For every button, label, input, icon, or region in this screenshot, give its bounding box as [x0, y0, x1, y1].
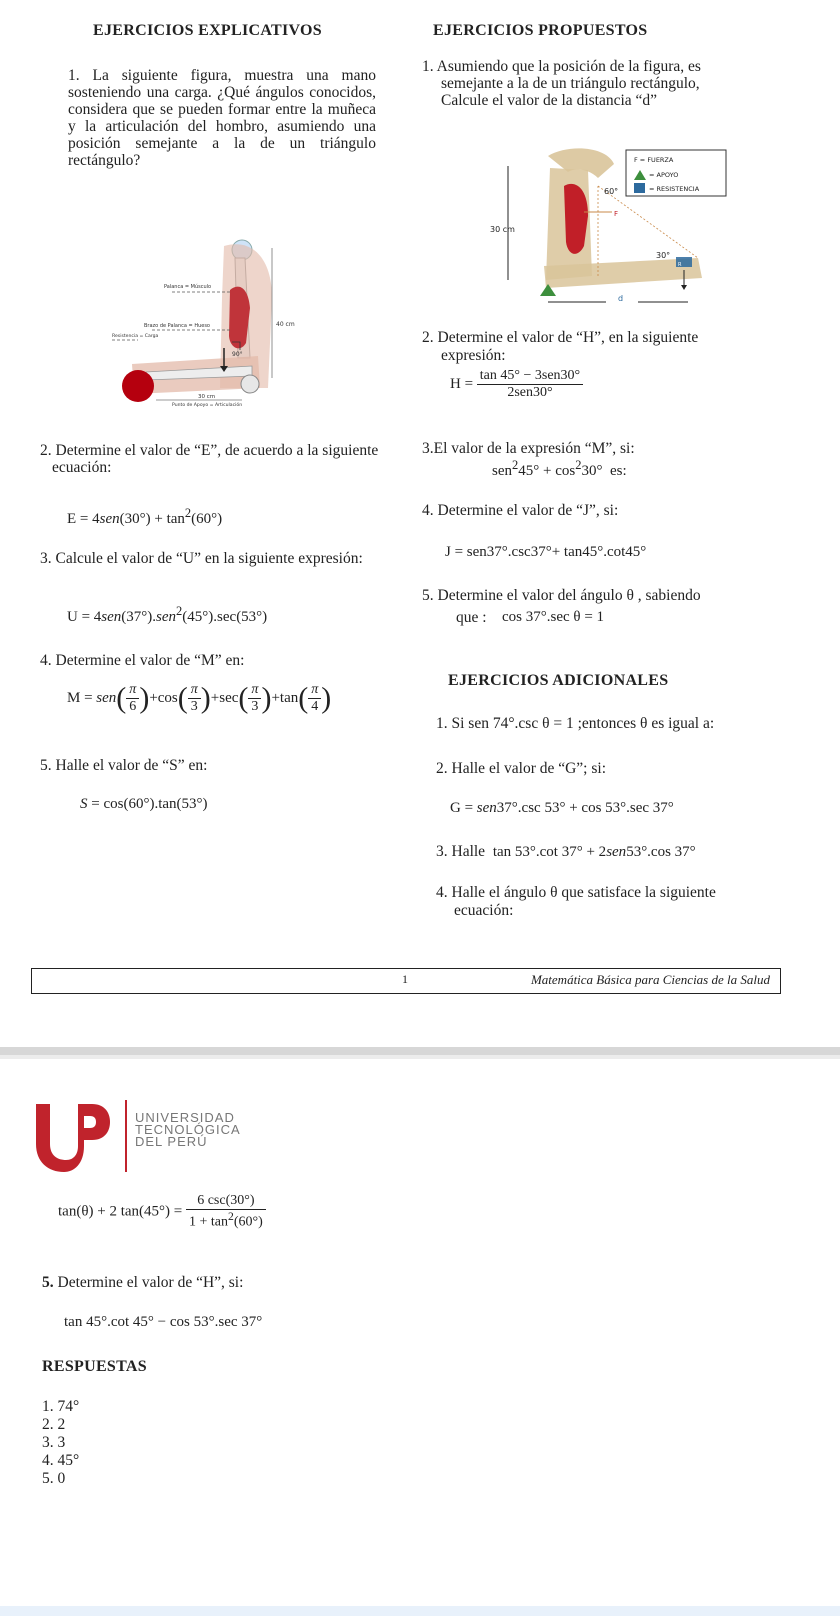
exercise-5-intro: 5. Halle el valor de “S” en: [40, 757, 208, 774]
adicional-4-equation [58, 1193, 266, 1231]
answer-item: 3. 3 [42, 1434, 66, 1451]
eqH-lhs: H = [450, 376, 474, 392]
eqA3-a: tan 53°.cot 37° + 2 [492, 844, 607, 860]
exercise-4-equation: M = sen( $\frac{\pi}{6}$ )+cos( $\frac{\pi}{3}$ )+sec( $\frac{\pi}{3}$ )+tan( $\frac{\pi}{4}$ ) [67, 681, 332, 715]
eq4b-num: 6 csc(30°) [186, 1193, 266, 1210]
page-footer [31, 968, 781, 994]
eq4-den-1: 6 [129, 699, 137, 714]
eq4-den-2: 3 [190, 699, 198, 714]
exercise-1-body: 1. La siguiente figura, muestra una mano sosteniendo una carga. ¿Qué ángulos conocidos, considera que se pueden formar entre la muñeca y la articulación del hombro, asumiendo una posición semejante a la de un triángulo rectángulo? [68, 67, 376, 169]
utp-logo-text [135, 1112, 241, 1148]
eq4-pi-4: π [308, 682, 321, 699]
label-40cm: 40 cm [276, 321, 295, 328]
logo-divider [125, 1100, 127, 1172]
exercise-2-equation [67, 506, 222, 528]
eqM-a: sen [492, 463, 512, 479]
eqM-c: 30° [581, 463, 603, 479]
propuesto-3-equation [492, 458, 627, 480]
arm-figure-propuestos [488, 146, 728, 312]
adicional-3 [436, 843, 696, 861]
eq4-lhs: M = [67, 689, 97, 706]
propuesto-5-equation: cos 37°.sec θ = 1 [502, 609, 605, 625]
page-separator [0, 1047, 840, 1055]
legend-apoyo: = APOYO [649, 171, 679, 179]
label-F: F [614, 210, 619, 218]
adicional-5-number: 5. [42, 1274, 54, 1291]
eqH-num: tan 45° − 3sen30° [477, 368, 583, 385]
propuesto-1-line3: Calcule el valor de la distancia “d” [441, 92, 658, 109]
adicional-5-equation: tan 45°.cot 45° − cos 53°.sec 37° [64, 1314, 263, 1330]
adicional-2-equation [450, 800, 674, 817]
eq3-fn1: sen [101, 609, 122, 625]
label-d: d [618, 294, 624, 303]
footer-page-number: 1 [402, 972, 408, 986]
label-90: 90° [232, 351, 243, 358]
propuesto-4-text: 4. Determine el valor de “J”, si: [422, 502, 619, 519]
utp-logo-icon [32, 1098, 112, 1174]
label-palanca: Palanca = Músculo [164, 284, 212, 290]
eqA3-b: 53°.cos 37° [626, 844, 696, 860]
legend-fuerza: F = FUERZA [634, 156, 674, 164]
eq4-f3: +sec [210, 689, 239, 706]
eq4-den-4: 4 [311, 699, 319, 714]
eq4-f2: +cos [149, 689, 178, 706]
eq4-pi-3: π [248, 682, 261, 699]
eq2-lhs: E = 4 [67, 511, 100, 527]
heading-propuestos: EJERCICIOS PROPUESTOS [433, 22, 648, 39]
eq4b-den-b: (60°) [233, 1214, 263, 1230]
exercise-3-intro [40, 550, 380, 567]
arm-figure-explicativos [112, 238, 302, 418]
propuesto-1-line2: semejante a la de un triángulo rectángulo, [441, 75, 700, 92]
eq4b-den-sup: 2 [227, 1210, 234, 1223]
adicional-1: 1. Si sen 74°.csc θ = 1 ;entonces θ es igual a: [436, 715, 715, 732]
answer-item: 5. 0 [42, 1470, 66, 1487]
exercise-5-equation [80, 796, 208, 813]
propuesto-2-equation [450, 368, 583, 401]
label-brazo: Brazo de Palanca = Hueso [144, 323, 210, 329]
logo-line-2: TECNOLÓGICA [135, 1122, 241, 1137]
eqM-b: 45° + cos [518, 463, 576, 479]
bottom-strip [0, 1606, 840, 1616]
eqG-sen: sen [476, 800, 497, 816]
propuesto-3-line1: 3.El valor de la expresión “M”, si: [422, 440, 635, 457]
adicional-4-line1: 4. Halle el ángulo θ que satisface la siguiente [436, 884, 716, 901]
propuesto-2-line2: expresión: [441, 347, 506, 364]
eq2-arg2: (60°) [191, 511, 223, 527]
adicional-3-equation [493, 844, 696, 860]
eq4b-den-a: 1 + tan [188, 1214, 228, 1230]
eq5-lhs: S [80, 796, 88, 812]
heading-explicativos: EJERCICIOS EXPLICATIVOS [93, 22, 323, 39]
footer-course: Matemática Básica para Ciencias de la Salud [530, 972, 770, 987]
label-R: R [678, 262, 682, 268]
heading-adicionales: EJERCICIOS ADICIONALES [448, 672, 669, 689]
eq4-f1: sen [96, 689, 117, 706]
exercise-2-text: 2. Determine el valor de “E”, de acuerdo a la siguiente ecuación: [40, 442, 379, 476]
eq2-plus: + tan [150, 511, 185, 527]
logo-line-1: UNIVERSIDAD [135, 1110, 235, 1125]
exercise-2-intro [40, 442, 380, 476]
label-60: 60° [604, 187, 619, 196]
adicional-5-text: Determine el valor de “H”, si: [53, 1274, 244, 1291]
heading-respuestas: RESPUESTAS [42, 1358, 147, 1375]
eq3-arg1: (37°). [121, 609, 157, 625]
label-30cm-right: 30 cm [490, 225, 515, 234]
propuesto-5-line1: 5. Determine el valor del ángulo θ , sabiendo [422, 587, 701, 604]
answer-item: 1. 74° [42, 1398, 80, 1415]
eqM-b2: 2 [575, 458, 582, 472]
adicional-5 [42, 1274, 243, 1291]
eq3-sup: 2 [176, 604, 183, 618]
eq4-den-3: 3 [251, 699, 259, 714]
eqM-es: es: [609, 463, 627, 479]
page-separator-shadow [0, 1055, 840, 1059]
eqA3-sen: sen [606, 844, 627, 860]
eq3-lhs: U = 4 [67, 609, 102, 625]
exercise-1-text [68, 67, 376, 169]
eq2-sup: 2 [184, 506, 192, 520]
eqG-lhs: G = [450, 800, 477, 816]
exercise-3-equation [67, 604, 267, 626]
propuesto-1-line1: 1. Asumiendo que la posición de la figura, es [422, 58, 701, 75]
eq4-f4: +tan [271, 689, 299, 706]
answers-list [42, 1398, 79, 1488]
eq2-arg1: (30°) [119, 511, 151, 527]
label-30deg: 30° [656, 251, 671, 260]
adicional-2: 2. Halle el valor de “G”; si: [436, 760, 607, 777]
answer-item: 2. 2 [42, 1416, 66, 1433]
eq4-pi-1: π [126, 682, 139, 699]
label-30cm: 30 cm [198, 394, 216, 400]
adicional-3-label: 3. Halle [436, 843, 486, 860]
eq3-arg2: (45°).sec(53°) [182, 609, 268, 625]
eq5-rhs: = cos(60°).tan(53°) [87, 796, 208, 812]
eq2-fn: sen [99, 511, 120, 527]
adicional-4-line2: ecuación: [454, 902, 514, 919]
eq4b-lhs: tan(θ) + 2 tan(45°) = [58, 1203, 183, 1220]
eqH-den: 2sen30° [507, 385, 553, 400]
eqM-a2: 2 [512, 458, 519, 472]
eq3-fn2: sen [156, 609, 177, 625]
exercise-4-intro: 4. Determine el valor de “M” en: [40, 652, 245, 669]
label-resistencia: Resistencia = Carga [112, 334, 159, 339]
label-punto-apoyo: Punto de Apoyo = Articulación [172, 403, 243, 408]
propuesto-5-line2: que : [456, 609, 487, 626]
eqG-rest: 37°.csc 53° + cos 53°.sec 37° [496, 800, 674, 816]
propuesto-2-line1: 2. Determine el valor de “H”, en la siguiente [422, 329, 699, 346]
answer-item: 4. 45° [42, 1452, 80, 1469]
legend-resistencia: = RESISTENCIA [649, 185, 700, 193]
exercise-3-text: 3. Calcule el valor de “U” en la siguiente expresión: [40, 550, 363, 567]
eq4-pi-2: π [188, 682, 201, 699]
logo-line-3: DEL PERÚ [135, 1134, 208, 1149]
propuesto-4-equation: J = sen37°.csc37°+ tan45°.cot45° [445, 544, 647, 560]
eq4b-den [186, 1210, 266, 1231]
